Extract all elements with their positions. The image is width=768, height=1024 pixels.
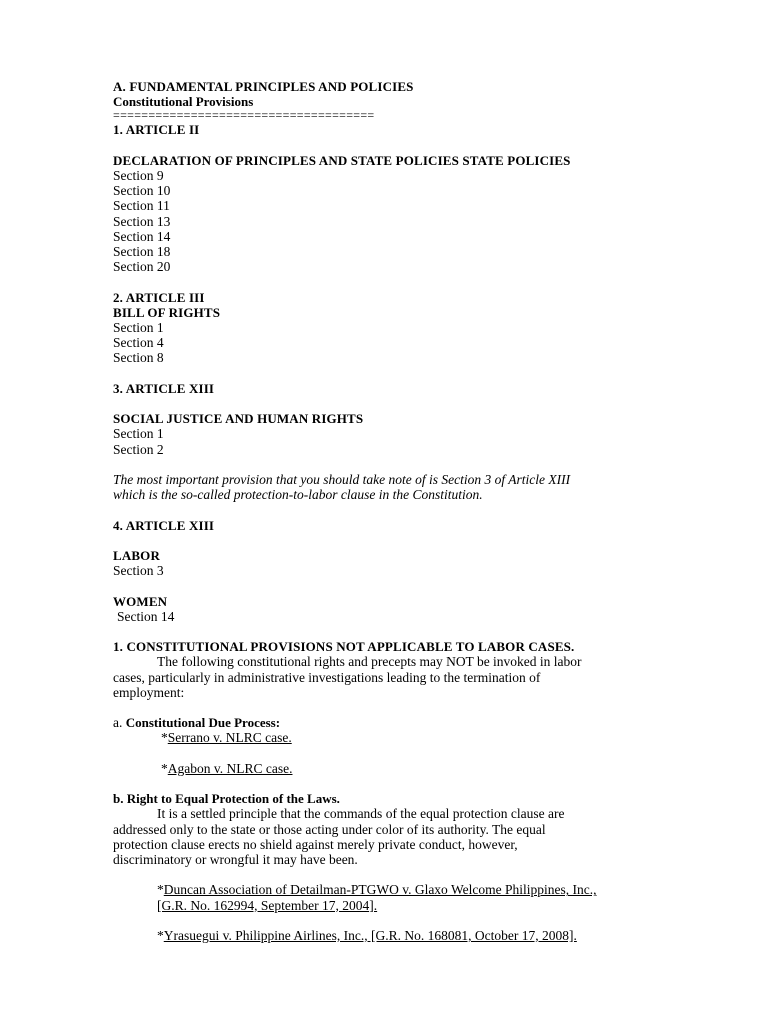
section-item: Section 9 xyxy=(113,168,164,183)
case-citation xyxy=(113,761,673,776)
article-3-heading: 2. ARTICLE III xyxy=(113,289,205,305)
case-duncan-link[interactable]: Duncan Association of Detailman-PTGWO v. Glaxo Welcome Philippines, Inc., xyxy=(163,882,597,898)
case-citation-continued xyxy=(113,898,673,913)
article-3-subheading: BILL OF RIGHTS xyxy=(113,304,221,320)
document-title: A. FUNDAMENTAL PRINCIPLES AND POLICIES xyxy=(113,79,414,94)
section-item: Section 4 xyxy=(113,335,164,351)
document-subtitle: Constitutional Provisions xyxy=(113,94,254,110)
due-process-item xyxy=(113,715,673,730)
case-agabon-link[interactable]: Agabon v. NLRC case. xyxy=(167,760,293,776)
article-13-heading: 3. ARTICLE XIII xyxy=(113,380,215,396)
case-star: * xyxy=(157,882,164,898)
section-item: Section 14 xyxy=(113,228,171,244)
case-star: * xyxy=(161,760,168,776)
labor-heading: LABOR xyxy=(113,547,160,563)
women-heading: WOMEN xyxy=(113,593,168,609)
equal-protection-heading: b. Right to Equal Protection of the Laws. xyxy=(113,791,340,807)
section-item: Section 1 xyxy=(113,320,164,336)
labor-section: Section 3 xyxy=(113,563,164,579)
important-note-line-1: The most important provision that you should take note of is Section 3 of Article XIII xyxy=(113,472,571,487)
case-citation xyxy=(113,882,673,897)
not-applicable-heading: 1. CONSTITUTIONAL PROVISIONS NOT APPLICABLE TO LABOR CASES. xyxy=(113,639,575,655)
due-process-prefix: a. xyxy=(113,715,126,731)
article-2-section-list xyxy=(113,168,673,274)
case-star: * xyxy=(161,730,168,746)
section-item: Section 8 xyxy=(113,350,164,366)
section-item: Section 13 xyxy=(113,213,171,229)
important-note-line-2: which is the so-called protection-to-labor clause in the Constitution. xyxy=(113,487,483,503)
article-13b-heading: 4. ARTICLE XIII xyxy=(113,517,215,533)
case-star: * xyxy=(157,927,164,943)
section-item: Section 20 xyxy=(113,259,171,275)
case-serrano-link[interactable]: Serrano v. NLRC case. xyxy=(167,730,292,746)
case-duncan-link-continued[interactable]: [G.R. No. 162994, September 17, 2004]. xyxy=(157,897,378,913)
women-section: Section 14 xyxy=(117,608,175,624)
due-process-title: Constitutional Due Process: xyxy=(125,715,281,731)
section-item: Section 11 xyxy=(113,198,170,214)
article-2-heading: 1. ARTICLE II xyxy=(113,122,200,138)
not-applicable-paragraph-line-2: cases, particularly in administrative investigations leading to the termination of xyxy=(113,669,541,685)
article-3-section-list xyxy=(113,320,673,366)
case-yrasuegui-link[interactable]: Yrasuegui v. Philippine Airlines, Inc., [G.R. No. 168081, October 17, 2008]. xyxy=(163,927,577,943)
equal-protection-line-2: addressed only to the state or those acting under color of its authority. The equal xyxy=(113,821,546,837)
not-applicable-paragraph-line-1: The following constitutional rights and precepts may NOT be invoked in labor xyxy=(157,654,582,670)
section-item: Section 1 xyxy=(113,426,164,442)
separator-rule: ===================================== xyxy=(113,108,375,123)
section-item: Section 2 xyxy=(113,441,164,457)
equal-protection-line-4: discriminatory or wrongful it may have been. xyxy=(113,851,358,867)
article-13-subheading: SOCIAL JUSTICE AND HUMAN RIGHTS xyxy=(113,411,364,427)
article-2-subheading: DECLARATION OF PRINCIPLES AND STATE POLICIES STATE POLICIES xyxy=(113,152,571,168)
equal-protection-line-3: protection clause erects no shield against merely private conduct, however, xyxy=(113,836,518,852)
section-item: Section 10 xyxy=(113,183,171,199)
case-citation xyxy=(113,928,673,943)
document-page xyxy=(113,79,673,943)
not-applicable-paragraph-line-3: employment: xyxy=(113,684,185,700)
section-item: Section 18 xyxy=(113,244,171,260)
equal-protection-line-1: It is a settled principle that the commands of the equal protection clause are xyxy=(157,806,565,822)
case-citation xyxy=(113,730,673,745)
article-13-section-list xyxy=(113,426,673,456)
